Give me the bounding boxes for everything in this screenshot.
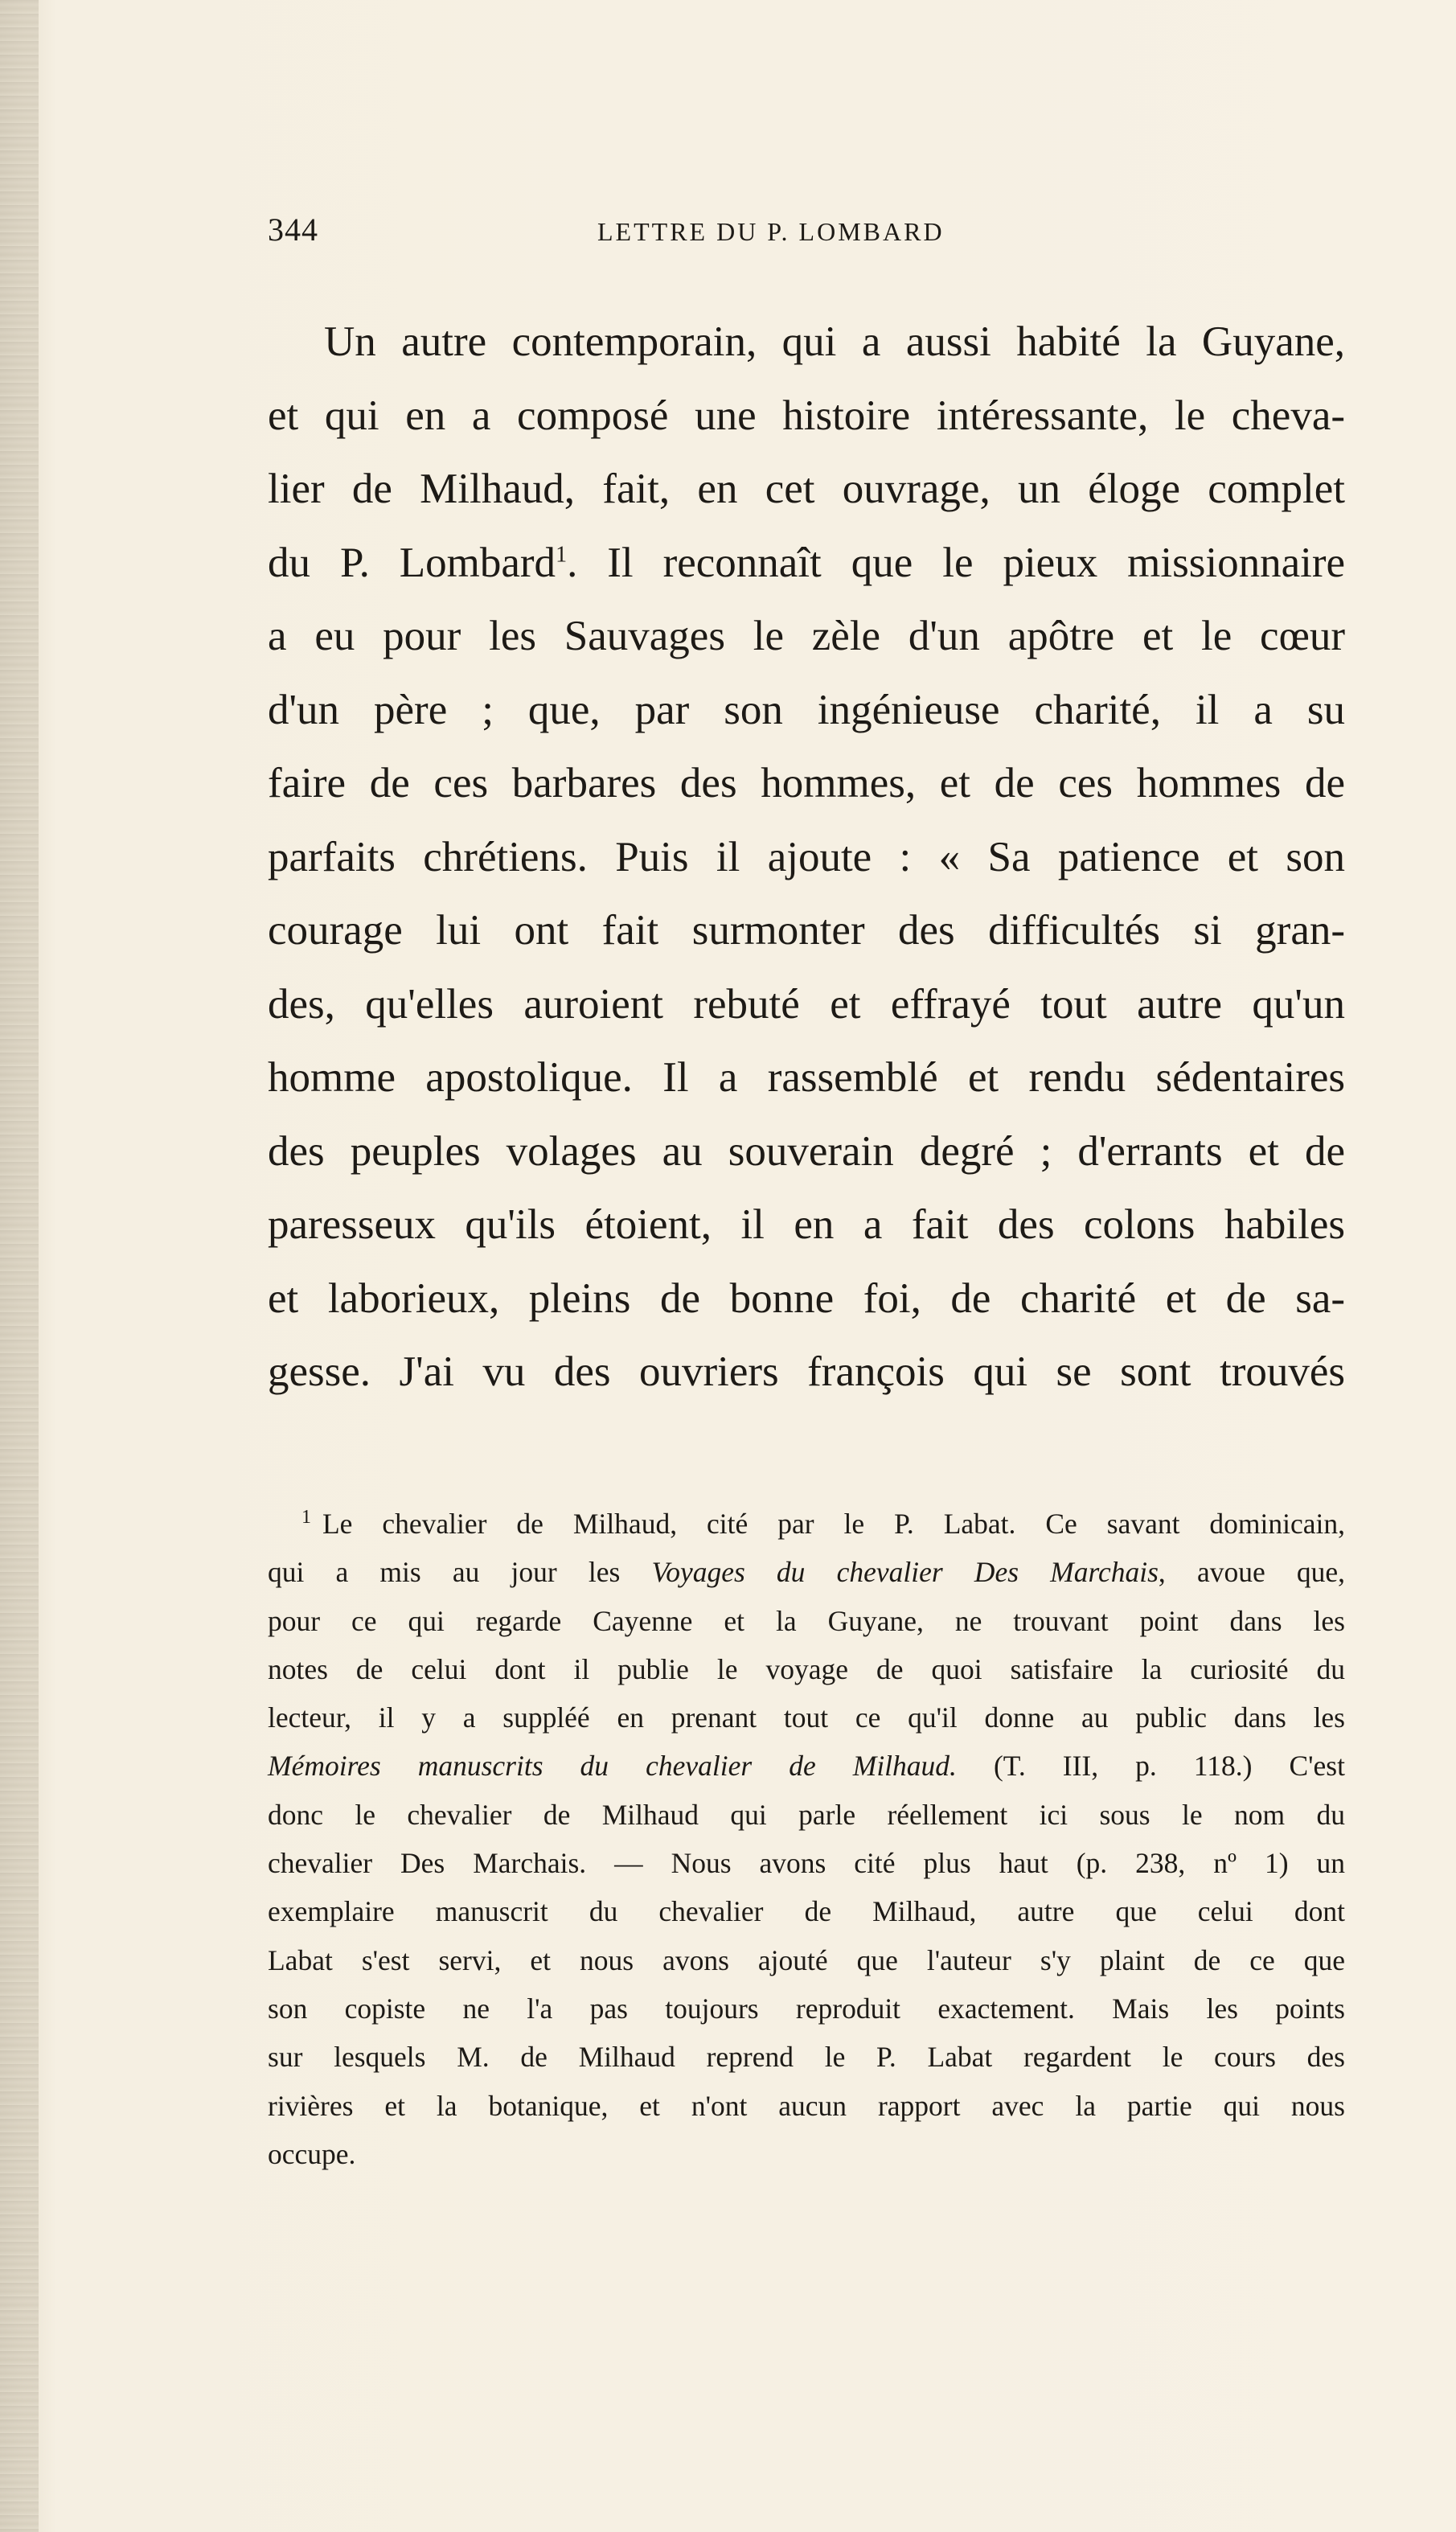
footnote-line: donc le chevalier de Milhaud qui parle réellement ici sous le nom du bbox=[268, 1798, 1345, 1831]
text-segment: Le chevalier de Milhaud, cité par le P. Labat. Ce savant dominicain, bbox=[322, 1508, 1345, 1540]
page-number: 344 bbox=[268, 211, 318, 248]
text-line: paresseux qu'ils étoient, il en a fait des colons habiles bbox=[268, 1201, 1345, 1248]
italic-title: Voyages du chevalier Des Marchais bbox=[651, 1556, 1159, 1589]
footnote-line: rivières et la botanique, et n'ont aucun rapport avec la partie qui nous bbox=[268, 2089, 1345, 2122]
text-segment: . Il reconnaît que le pieux missionnaire bbox=[567, 539, 1346, 586]
footnote-line: exemplaire manuscrit du chevalier de Milhaud, autre que celui dont bbox=[268, 1895, 1345, 1928]
text-line: lier de Milhaud, fait, en cet ouvrage, un éloge complet bbox=[268, 466, 1345, 512]
text-line: a eu pour les Sauvages le zèle d'un apôtre et le cœur bbox=[268, 613, 1345, 659]
footnote-line: Labat s'est servi, et nous avons ajouté que l'auteur s'y plaint de ce que bbox=[268, 1943, 1345, 1976]
italic-title: Mémoires manuscrits du chevalier de Milhaud. bbox=[268, 1750, 957, 1783]
footnote-marker: 1 bbox=[301, 1507, 311, 1529]
footnote-reference: 1 bbox=[556, 541, 568, 567]
footnote-line: occupe. bbox=[268, 2137, 356, 2170]
text-line: et laborieux, pleins de bonne foi, de charité et de sa- bbox=[268, 1274, 1345, 1322]
text-line: courage lui ont fait surmonter des difficultés si gran- bbox=[268, 907, 1345, 954]
running-title: LETTRE DU P. LOMBARD bbox=[597, 217, 945, 246]
page-binding-edge bbox=[0, 0, 39, 2532]
footnote-line: lecteur, il y a suppléé en prenant tout ce qu'il donne au public dans les bbox=[268, 1701, 1345, 1734]
footnote-line: pour ce qui regarde Cayenne et la Guyane, ne trouvant point dans les bbox=[268, 1604, 1345, 1637]
text-line: faire de ces barbares des hommes, et de ces hommes de bbox=[268, 760, 1345, 806]
text-line: des peuples volages au souverain degré ; d'errants et de bbox=[268, 1127, 1345, 1175]
text-segment: du P. Lombard bbox=[268, 539, 556, 586]
footnote-line bbox=[268, 1500, 1345, 1548]
footnote-line: sur lesquels M. de Milhaud reprend le P. Labat regardent le cours des bbox=[268, 2041, 1345, 2074]
text-line: gesse. J'ai vu des ouvriers françois qui se sont trouvés bbox=[268, 1348, 1345, 1395]
text-segment: , avoue que, bbox=[1158, 1556, 1345, 1589]
text-line: Un autre contemporain, qui a aussi habité la Guyane, bbox=[324, 318, 1345, 365]
text-line: d'un père ; que, par son ingénieuse charité, il a su bbox=[268, 686, 1345, 733]
text-segment: qui a mis au jour les bbox=[268, 1556, 652, 1589]
footnote-line bbox=[268, 1548, 1345, 1596]
footnote-line: notes de celui dont il publie le voyage de quoi satisfaire la curiosité du bbox=[268, 1652, 1345, 1685]
footnote bbox=[268, 1500, 1345, 2178]
text-line: parfaits chrétiens. Puis il ajoute : « Sa patience et son bbox=[268, 833, 1345, 880]
text-line: des, qu'elles auroient rebuté et effrayé tout autre qu'un bbox=[268, 980, 1345, 1028]
text-line: homme apostolique. Il a rassemblé et rendu sédentaires bbox=[268, 1054, 1345, 1101]
text-line: et qui en a composé une histoire intéressante, le cheva- bbox=[268, 392, 1345, 439]
text-line-with-footnote-ref bbox=[268, 527, 1345, 601]
page-header bbox=[268, 211, 1345, 259]
footnote-line bbox=[268, 1742, 1345, 1790]
main-text bbox=[268, 306, 1345, 1410]
text-segment: (T. III, p. 118.) C'est bbox=[956, 1750, 1345, 1783]
footnote-line: chevalier Des Marchais. — Nous avons cité plus haut (p. 238, nº 1) un bbox=[268, 1847, 1345, 1880]
footnote-line: son copiste ne l'a pas toujours reproduit exactement. Mais les points bbox=[268, 1992, 1345, 2025]
